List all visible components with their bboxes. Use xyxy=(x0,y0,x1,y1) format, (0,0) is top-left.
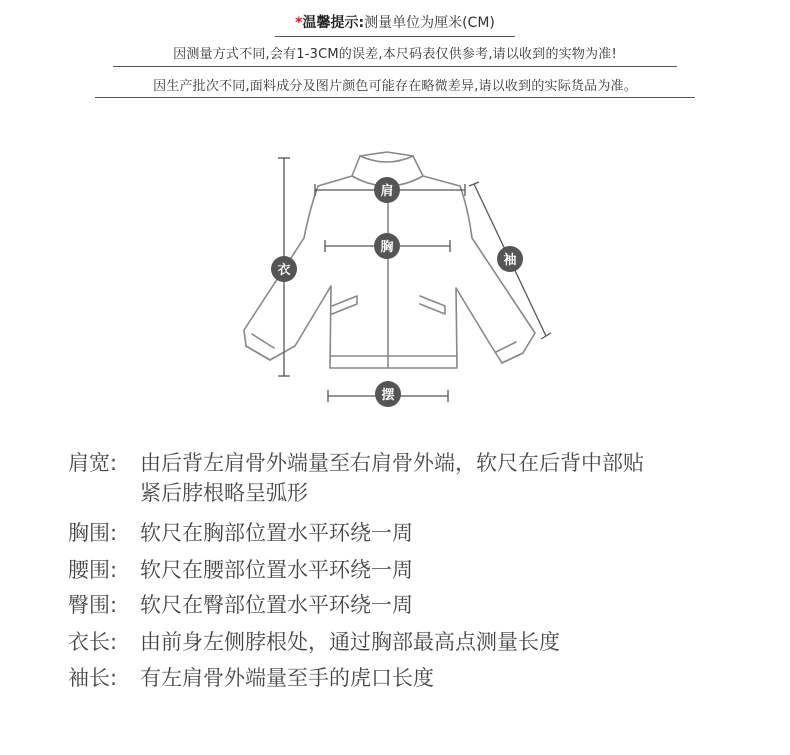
desc-text: 有左肩骨外端量至手的虎口长度 xyxy=(140,666,434,690)
notice-line-2: 因测量方式不同,会有1-3CM的误差,本尺码表仅供参考,请以收到的实物为准! xyxy=(173,47,617,62)
hem-badge xyxy=(375,381,401,407)
sleeve-label: 袖 xyxy=(503,253,517,268)
desc-length xyxy=(68,627,560,657)
desc-label: 袖长: xyxy=(68,666,118,690)
divider-3 xyxy=(95,97,695,98)
right-pocket xyxy=(420,296,445,314)
shoulder-label: 肩 xyxy=(380,184,394,199)
asterisk: * xyxy=(295,15,303,31)
chest-label: 胸 xyxy=(380,240,394,255)
jacket-measurement-diagram xyxy=(240,148,560,418)
desc-label: 胸围: xyxy=(68,521,118,545)
desc-text: 由后背左肩骨外端量至右肩骨外端，软尺在后背中部贴 xyxy=(140,451,644,475)
chest-badge xyxy=(374,233,400,259)
desc-text: 软尺在胸部位置水平环绕一周 xyxy=(140,521,413,545)
hem-label: 摆 xyxy=(381,388,395,403)
desc-sleeve xyxy=(68,663,434,693)
desc-text: 由前身左侧脖根处，通过胸部最高点测量长度 xyxy=(140,630,560,654)
sleeve-badge xyxy=(497,246,523,272)
desc-label: 衣长: xyxy=(68,630,118,654)
notice-line-3: 因生产批次不同,面料成分及图片颜色可能存在略微差异,请以收到的实际货品为准。 xyxy=(153,79,637,94)
notice-unit: 测量单位为厘米(CM) xyxy=(364,15,495,31)
notice-title-line xyxy=(0,12,790,32)
desc-shoulder xyxy=(68,448,644,508)
desc-label: 腰围: xyxy=(68,558,118,582)
shoulder-badge xyxy=(374,177,400,203)
desc-chest xyxy=(68,518,413,548)
desc-label: 肩宽: xyxy=(68,451,118,475)
desc-text: 软尺在腰部位置水平环绕一周 xyxy=(140,558,413,582)
desc-text-cont: 紧后脖根略呈弧形 xyxy=(140,481,308,505)
desc-hip xyxy=(68,590,413,620)
divider-1 xyxy=(275,36,515,37)
left-cuff xyxy=(246,334,274,360)
notice-title: 温馨提示: xyxy=(302,15,365,31)
desc-text: 软尺在臀部位置水平环绕一周 xyxy=(140,593,413,617)
length-label: 衣 xyxy=(277,263,291,278)
left-pocket xyxy=(332,296,357,314)
length-badge xyxy=(271,256,297,282)
divider-2 xyxy=(113,66,677,67)
desc-waist xyxy=(68,555,413,585)
desc-label: 臀围: xyxy=(68,593,118,617)
